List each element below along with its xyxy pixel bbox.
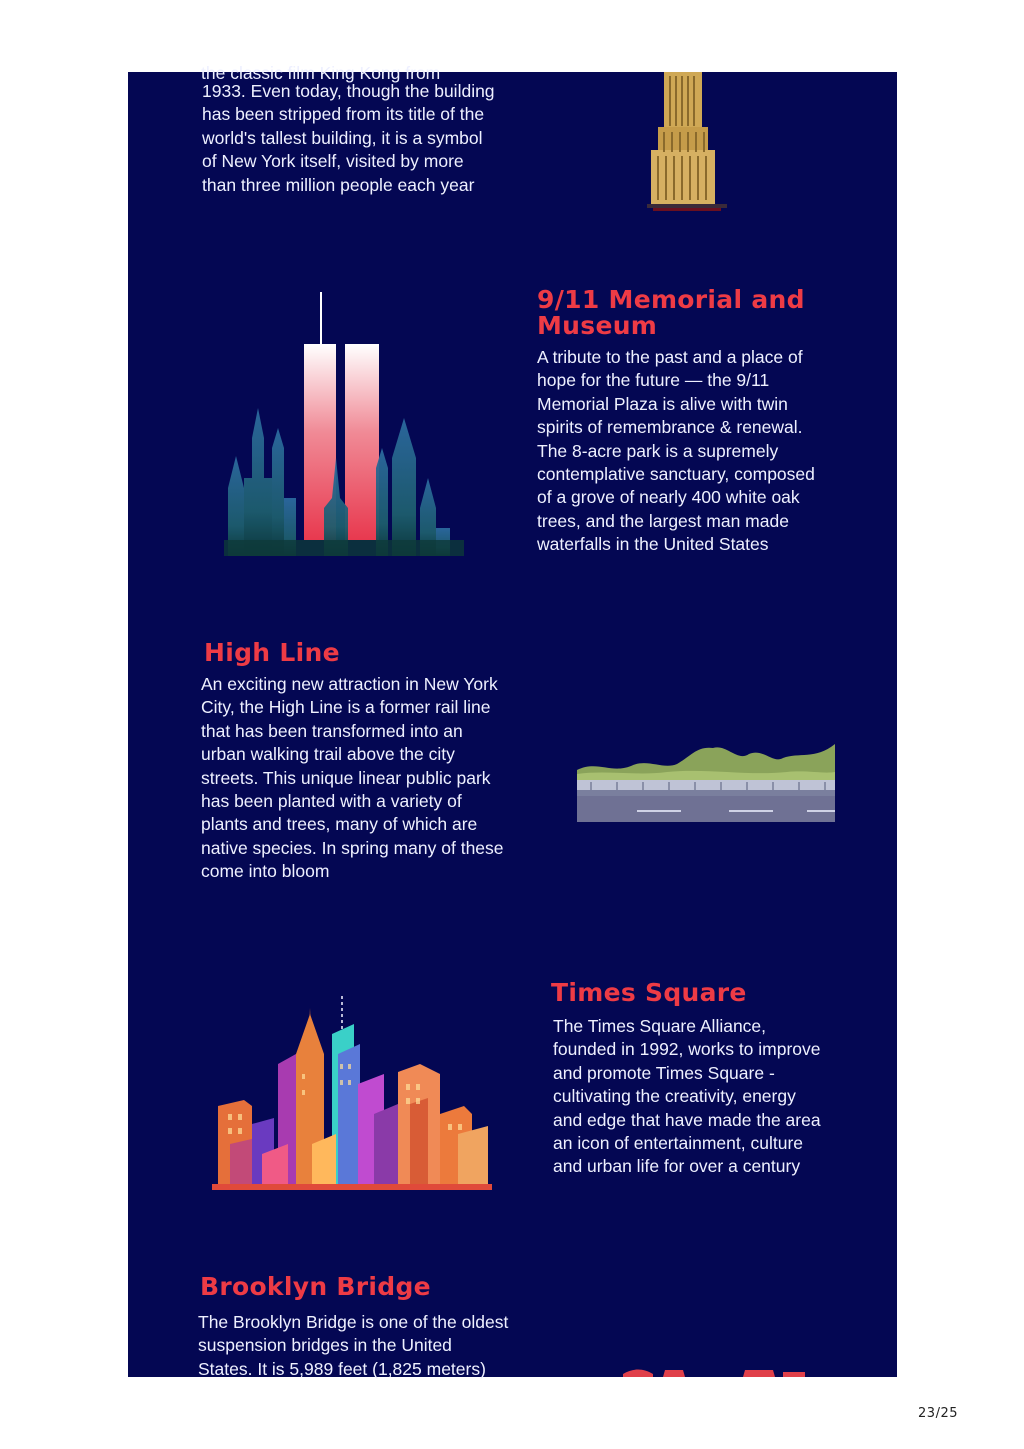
cut-off-text-line: the classic film King Kong from [201,63,441,83]
page-number: 23/25 [918,1406,958,1421]
city-skyline-icon [208,994,498,1194]
times-square-title: Times Square [551,978,747,1007]
twin-towers-skyline-icon [224,288,464,560]
infographic-panel [128,63,897,1379]
brooklyn-bridge-icon [623,1364,813,1377]
times-square-description: The Times Square Alliance, founded in 1992, works to improve and promote Times Square - cultivating the creativity, energy and edge that have made the area an icon of entertainment, culture and urban life for over a century [553,1016,821,1177]
highline-description: An exciting new attraction in New York City, the High Line is a former rail line that has been transformed into an urban walking trail above the city streets. This unique linear public park has been planted with a variety of plants and trees, many of which are native species. In spring many of these come into bloom [201,674,504,882]
memorial-description: A tribute to the past and a place of hope for the future — the 9/11 Memorial Plaza is alive with twin spirits of remembrance & renewal. The 8-acre park is a supremely contemplative sanctuary, composed of a grove of nearly 400 white oak trees, and the largest man made waterfalls in the United States [537,347,815,555]
empire-state-building-icon [633,72,743,214]
brooklyn-bridge-description: The Brooklyn Bridge is one of the oldest suspension bridges in the United States. It is 5,989 feet (1,825 meters) [198,1312,509,1379]
memorial-title: 9/11 Memorial and Museum [537,285,805,340]
empire-state-description: 1933. Even today, though the building has been stripped from its title of the world's tallest building, it is a symbol of New York itself, visited by more than three million people each year [202,81,495,195]
brooklyn-bridge-title: Brooklyn Bridge [200,1272,431,1301]
high-line-park-icon [577,740,835,822]
highline-title: High Line [204,638,340,667]
